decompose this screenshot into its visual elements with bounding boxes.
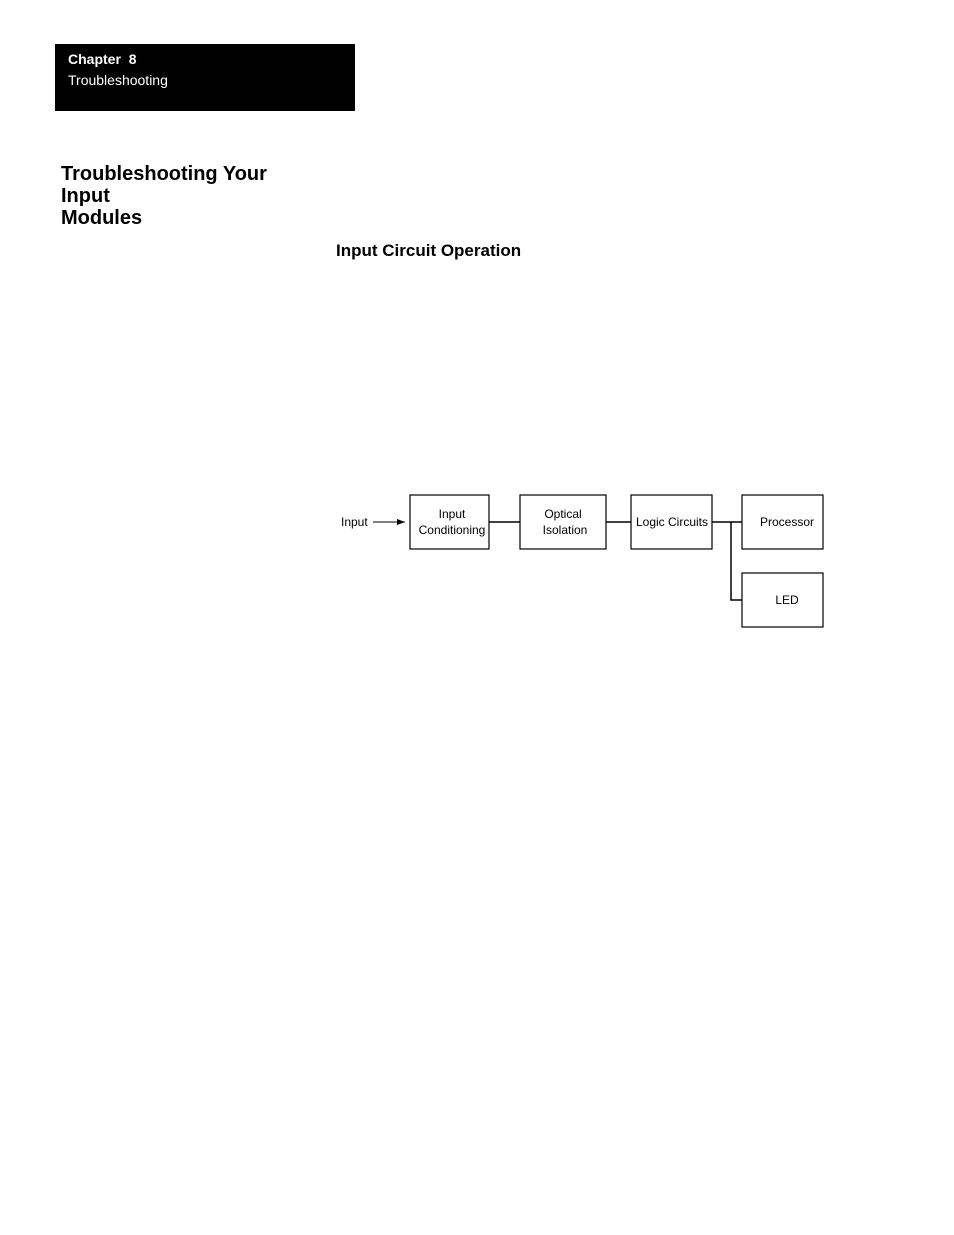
block-diagram-svg xyxy=(330,485,830,635)
subsection-title: Input Circuit Operation xyxy=(336,241,522,260)
chapter-header xyxy=(55,44,355,111)
input-conditioning-label-line2: Conditioning xyxy=(418,523,486,537)
section-title-line1: Troubleshooting Your Input xyxy=(61,163,267,207)
processor-label: Processor xyxy=(759,515,815,529)
input-circuit-diagram xyxy=(330,485,830,640)
optical-isolation-label-line1: Optical xyxy=(544,507,582,521)
optical-isolation-box xyxy=(520,495,606,549)
input-conditioning-box xyxy=(410,495,489,549)
section-title xyxy=(61,163,321,229)
input-conditioning-label-line1: Input xyxy=(438,507,466,521)
chapter-number-line xyxy=(68,51,355,67)
connector-led xyxy=(731,522,742,600)
chapter-number: 8 xyxy=(128,51,137,67)
chapter-label: Chapter xyxy=(68,51,121,67)
logic-circuits-label: Logic Circuits xyxy=(635,515,709,529)
optical-isolation-label-line2: Isolation xyxy=(542,523,588,537)
led-label: LED xyxy=(775,593,799,607)
input-label: Input xyxy=(341,515,368,529)
chapter-title: Troubleshooting xyxy=(68,72,168,88)
section-title-line2: Modules xyxy=(61,207,143,229)
